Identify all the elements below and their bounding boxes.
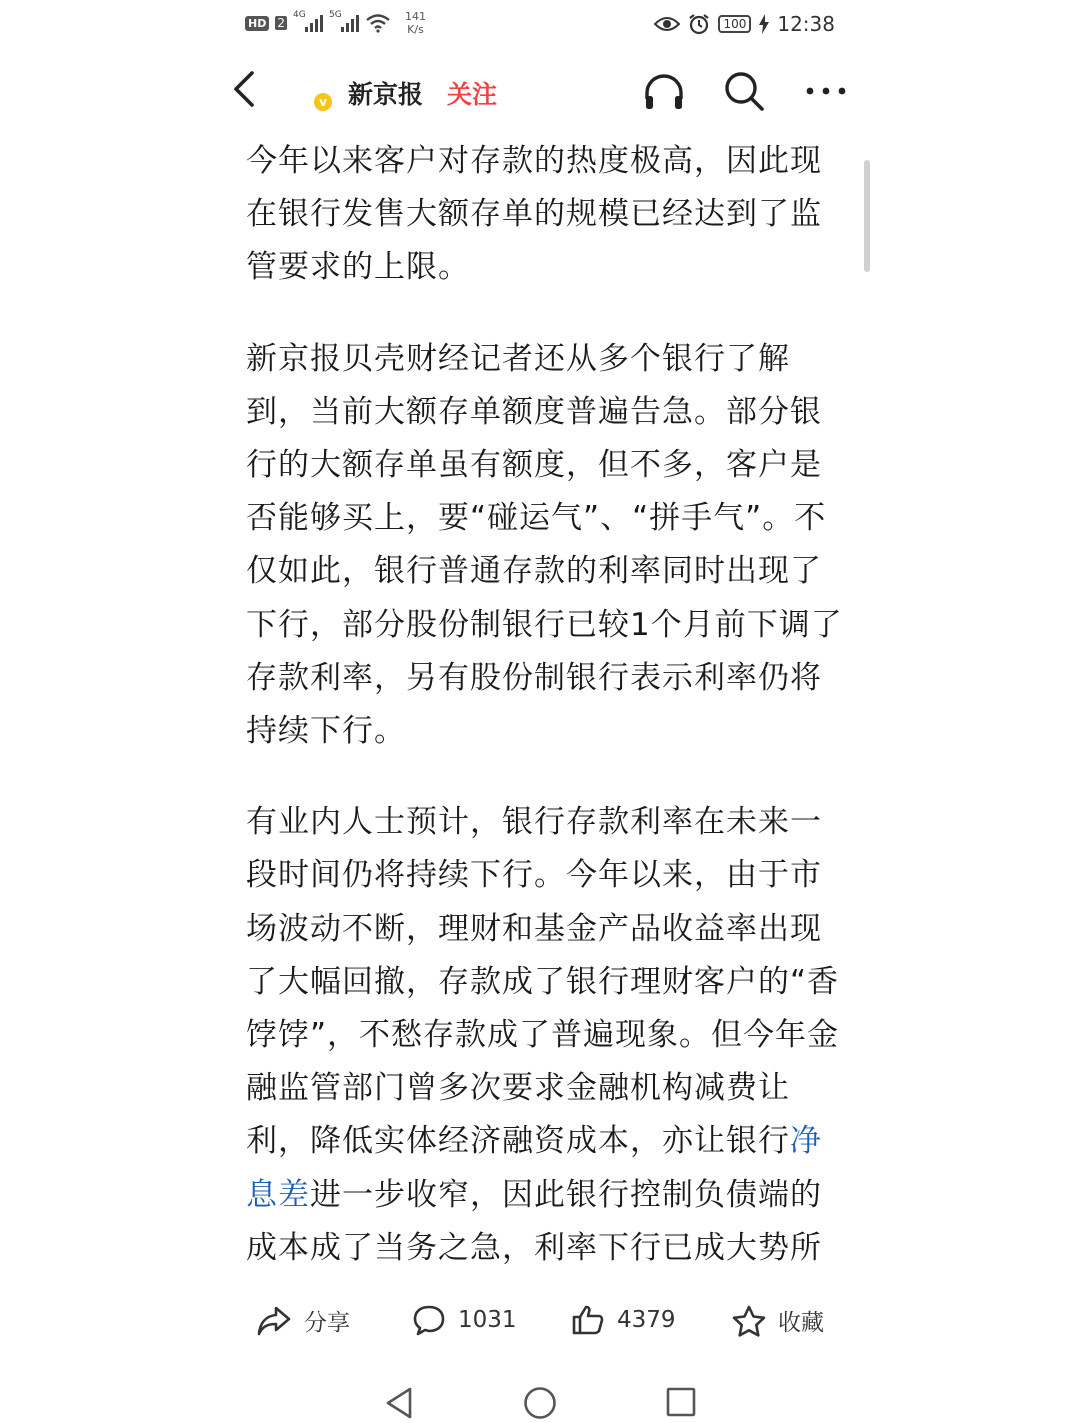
sim-label: 2 xyxy=(277,16,285,30)
paragraph-3-text-before-link: 有业内人士预计，银行存款利率在未来一段时间仍将持续下行。今年以来，由于市场波动不断，理财和基金产品收益率出现了大幅回撤，存款成了银行理财客户的“香饽饽”，不愁存款成了普遍现象。但今年金融监管部门曾多次要求金融机构减费让利，降低实体经济融资成本，亦让银行 xyxy=(246,804,840,1160)
clock-time: 12:38 xyxy=(777,12,835,36)
article-paragraph-3 xyxy=(246,796,846,1275)
like-count: 4379 xyxy=(617,1307,676,1333)
status-right xyxy=(654,12,835,36)
signal-4g-icon xyxy=(292,10,323,32)
scrollbar-thumb[interactable] xyxy=(864,160,870,272)
share-icon xyxy=(256,1305,292,1337)
system-navigation-bar xyxy=(0,1370,1080,1423)
nav-recents-icon[interactable] xyxy=(666,1386,696,1418)
article-body xyxy=(246,135,846,1313)
thumbs-up-icon xyxy=(571,1304,605,1336)
signal-5g-icon xyxy=(328,10,359,32)
comment-icon xyxy=(412,1304,446,1336)
favorite-button[interactable] xyxy=(732,1304,824,1337)
wifi-icon xyxy=(365,13,391,33)
speed-value: 141 xyxy=(404,10,426,23)
status-bar xyxy=(0,0,1080,52)
star-icon xyxy=(732,1305,766,1337)
signal-4g-label: 4G xyxy=(292,10,306,20)
verified-badge-icon: v xyxy=(314,93,332,111)
headphones-icon[interactable] xyxy=(642,69,686,113)
share-button[interactable] xyxy=(256,1304,350,1337)
favorite-label: 收藏 xyxy=(778,1310,824,1336)
paragraph-3-text-after-link: 进一步收窄，因此银行控制负债端的成本成了当务之急，利率下行已成大势所 xyxy=(246,1176,822,1266)
signal-5g-label: 5G xyxy=(328,10,342,20)
article-action-bar xyxy=(0,1290,1080,1360)
article-paragraph-2: 新京报贝壳财经记者还从多个银行了解到，当前大额存单额度普遍告急。部分银行的大额存单虽有额度，但不多，客户是否能够买上，要“碰运气”、“拼手气”。不仅如此，银行普通存款的利率同时出现了下行，部分股份制银行已较1个月前下调了存款利率，另有股份制银行表示利率仍将持续下行。 xyxy=(246,340,843,750)
alarm-icon xyxy=(688,13,710,35)
status-left xyxy=(245,10,426,36)
eye-icon xyxy=(654,15,680,33)
comment-button[interactable] xyxy=(412,1304,517,1336)
article-paragraph-1: 今年以来客户对存款的热度极高，因此现在银行发售大额存单的规模已经达到了监管要求的上限。 xyxy=(246,143,822,286)
nav-home-icon[interactable] xyxy=(523,1386,557,1420)
battery-icon: 100 xyxy=(718,15,751,33)
search-icon[interactable] xyxy=(722,69,766,113)
network-speed xyxy=(405,10,426,36)
charging-icon xyxy=(759,14,769,34)
share-label: 分享 xyxy=(304,1310,350,1336)
speed-unit: K/s xyxy=(407,23,424,36)
net-interest-margin-link[interactable]: 净息差 xyxy=(246,1123,822,1213)
back-arrow-icon[interactable] xyxy=(226,67,266,111)
more-options-icon[interactable] xyxy=(804,69,848,113)
like-button[interactable] xyxy=(571,1304,676,1336)
hd-badge: HD xyxy=(245,16,269,31)
nav-back-icon[interactable] xyxy=(384,1386,414,1420)
follow-button[interactable]: 关注 xyxy=(447,80,498,109)
article-header xyxy=(0,55,1080,127)
source-name[interactable]: 新京报 xyxy=(348,80,424,109)
comment-count: 1031 xyxy=(458,1307,517,1333)
